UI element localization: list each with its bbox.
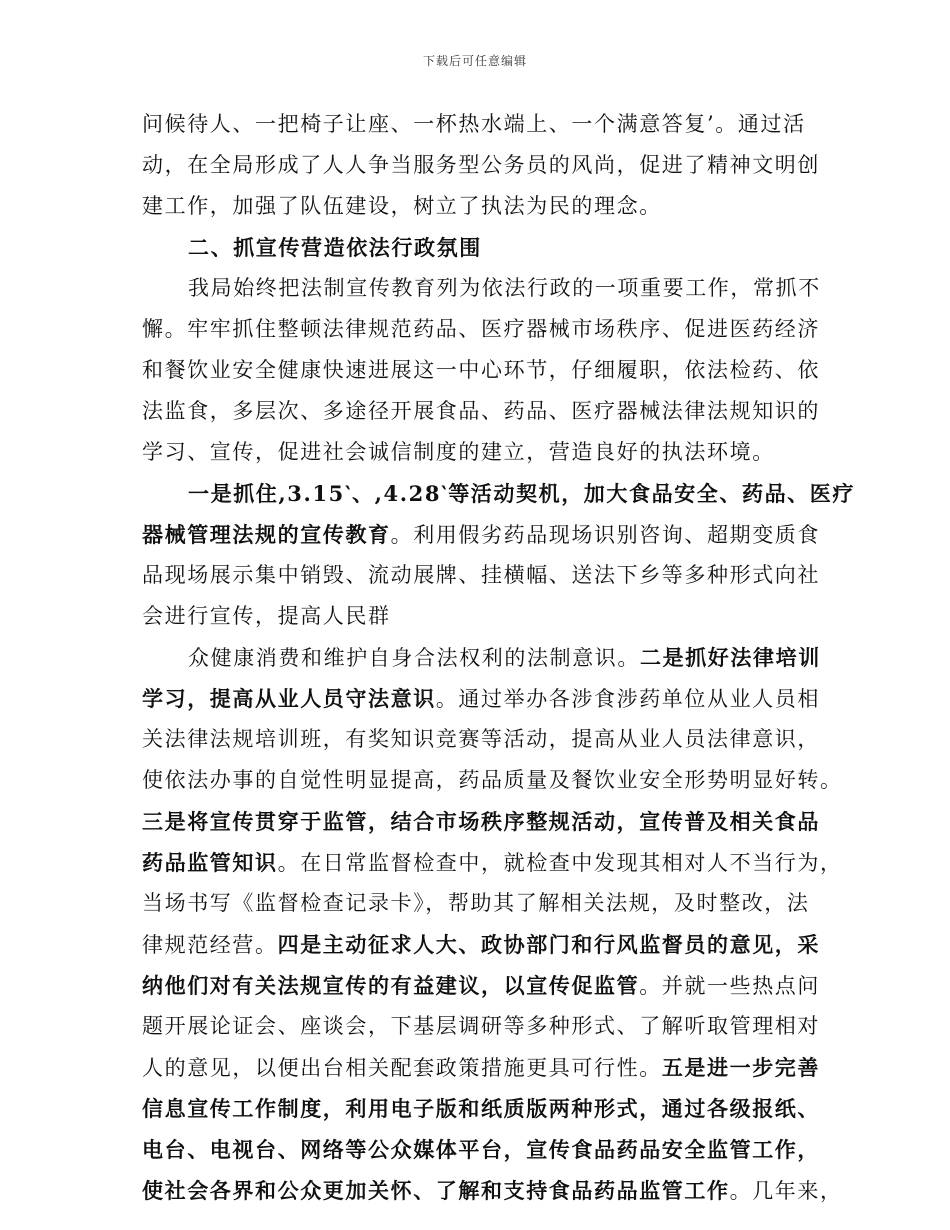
text-line bbox=[142, 637, 825, 678]
text-segment: 使依法办事的自觉性明显提高，药品质量及餐饮业安全形势明显好转。 bbox=[142, 768, 843, 792]
text-line bbox=[142, 555, 825, 596]
text-line bbox=[142, 596, 825, 637]
text-line bbox=[142, 350, 825, 391]
text-line bbox=[142, 104, 825, 145]
text-line bbox=[142, 924, 825, 965]
text-segment: 我局始终把法制宣传教育列为依法行政的一项重要工作，常抓不 bbox=[188, 276, 821, 300]
bold-text-segment: 纳他们对有关法规宣传的有益建议，以宣传促监管 bbox=[142, 973, 640, 998]
text-segment: 。几年来， bbox=[729, 1179, 843, 1203]
text-segment: 品现场展示集中销毁、流动展牌、挂横幅、送法下乡等多种形式向社 bbox=[142, 563, 820, 587]
text-line bbox=[142, 1047, 825, 1088]
text-segment: 题开展论证会、座谈会，下基层调研等多种形式、了解听取管理相对 bbox=[142, 1014, 820, 1038]
bold-text-segment: 学习，提高从业人员守法意识 bbox=[142, 686, 436, 711]
bold-text-segment: 二是抓好法律培训 bbox=[640, 645, 821, 670]
bold-text-segment: 三是将宣传贯穿于监管，结合市场秩序整规活动，宣传普及相关食品 bbox=[142, 809, 820, 834]
text-line bbox=[142, 965, 825, 1006]
document-body bbox=[142, 104, 855, 1211]
bold-text-segment: 一是抓住,3.15‵、,4.28‵等活动契机，加大食品安全、药品、医疗 bbox=[188, 481, 855, 506]
text-segment: 。通过举办各涉食涉药单位从业人员相 bbox=[435, 687, 821, 711]
text-segment: 懈。牢牢抓住整顿法律规范药品、医疗器械市场秩序、促进医药经济 bbox=[142, 317, 820, 341]
text-line bbox=[142, 842, 843, 883]
text-segment: 动，在全局形成了人人争当服务型公务员的风尚，促进了精神文明创 bbox=[142, 153, 820, 177]
text-segment: 众健康消费和维护自身合法权利的法制意识。 bbox=[188, 646, 640, 670]
text-line bbox=[142, 186, 825, 227]
text-line bbox=[142, 268, 825, 309]
text-segment: 学习、宣传，促进社会诚信制度的建立，营造良好的执法环境。 bbox=[142, 440, 775, 464]
text-line bbox=[142, 719, 825, 760]
text-line bbox=[142, 309, 825, 350]
text-line bbox=[142, 432, 825, 473]
text-line bbox=[142, 391, 825, 432]
text-segment: 。利用假劣药品现场识别咨询、超期变质食 bbox=[390, 523, 821, 547]
bold-text-segment: 四是主动征求人大、政协部门和行风监督员的意见，采 bbox=[277, 932, 821, 957]
bold-text-segment: 二、抓宣传营造依法行政氛围 bbox=[188, 235, 482, 260]
text-line bbox=[142, 1006, 825, 1047]
text-segment: 会进行宣传，提高人民群 bbox=[142, 604, 391, 628]
text-line bbox=[142, 1088, 825, 1129]
text-segment: 。在日常监督检查中，就检查中发现其相对人不当行为， bbox=[277, 851, 843, 875]
text-segment: 法监食，多层次、多途径开展食品、药品、医疗器械法律法规知识的 bbox=[142, 399, 820, 423]
text-line bbox=[142, 227, 825, 268]
text-segment: 当场书写《监督检查记录卡》，帮助其了解相关法规，及时整改，法 bbox=[142, 891, 810, 915]
text-segment: 建工作，加强了队伍建设，树立了执法为民的理念。 bbox=[142, 194, 662, 218]
text-line bbox=[142, 145, 825, 186]
text-segment: 律规范经营。 bbox=[142, 933, 278, 957]
text-segment: 。并就一些热点问 bbox=[639, 974, 821, 998]
text-line bbox=[142, 514, 825, 555]
text-segment: 人的意见，以便出台相关配套政策措施更具可行性。 bbox=[142, 1056, 662, 1080]
bold-text-segment: 五是进一步完善 bbox=[661, 1055, 821, 1080]
text-line bbox=[142, 473, 855, 514]
text-line bbox=[142, 883, 825, 924]
text-line bbox=[142, 760, 843, 801]
bold-text-segment: 使社会各界和公众更加关怀、了解和支持食品药品监管工作 bbox=[142, 1178, 730, 1203]
text-line bbox=[142, 678, 825, 719]
bold-text-segment: 器械管理法规的宣传教育 bbox=[142, 522, 391, 547]
text-segment: 关法律法规培训班，有奖知识竞赛等活动，提高从业人员法律意识， bbox=[142, 727, 820, 751]
text-segment: 和餐饮业安全健康快速进展这一中心环节，仔细履职，依法检药、依 bbox=[142, 358, 820, 382]
text-line bbox=[142, 1129, 825, 1170]
text-segment: 问候待人、一把椅子让座、一杯热水端上、一个满意答复’。通过活 bbox=[142, 112, 806, 136]
bold-text-segment: 电台、电视台、网络等公众媒体平台，宣传食品药品安全监管工作， bbox=[142, 1137, 820, 1162]
text-line bbox=[142, 1170, 843, 1211]
bold-text-segment: 信息宣传工作制度，利用电子版和纸质版两种形式，通过各级报纸、 bbox=[142, 1096, 820, 1121]
text-line bbox=[142, 801, 825, 842]
bold-text-segment: 药品监管知识 bbox=[142, 850, 278, 875]
page-header: 下载后可任意编辑 bbox=[422, 54, 527, 68]
